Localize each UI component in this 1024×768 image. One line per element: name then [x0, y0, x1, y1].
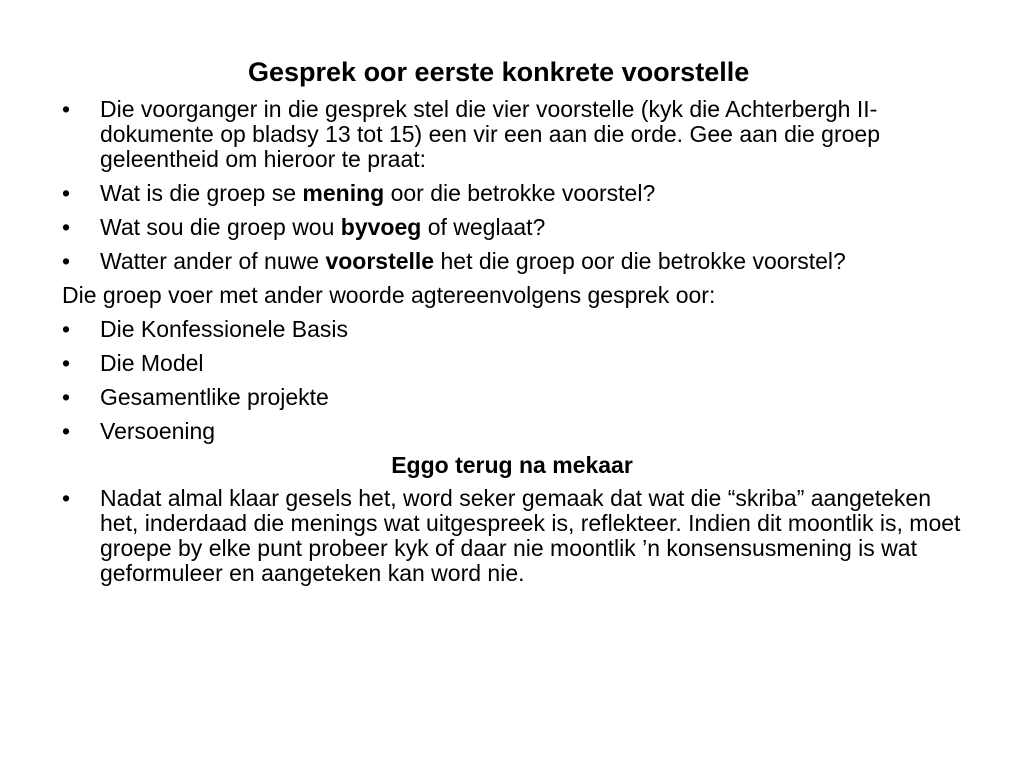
- topic-text: Die Konfessionele Basis: [100, 316, 349, 342]
- question-text-after: het die groep oor die betrokke voorstel?: [434, 248, 846, 274]
- bullet-marker: •: [62, 384, 71, 410]
- bullet-marker: •: [62, 248, 71, 274]
- question-text-before: Wat is die groep se: [100, 180, 303, 206]
- question-bullet-3: [62, 249, 962, 274]
- bullet-marker: •: [62, 316, 71, 342]
- question-text: [100, 181, 962, 206]
- bullet-marker: •: [62, 485, 71, 511]
- question-keyword: byvoeg: [340, 214, 422, 240]
- question-text-before: Wat sou die groep wou: [100, 214, 341, 240]
- question-text-before: Watter ander of nuwe: [100, 248, 326, 274]
- bullet-marker: •: [62, 214, 71, 240]
- regroup-heading: Eggo terug na mekaar: [391, 452, 633, 478]
- question-keyword: voorstelle: [325, 248, 435, 274]
- topic-bullet-4: [62, 419, 962, 444]
- question-text-after: oor die betrokke voorstel?: [384, 180, 656, 206]
- question-bullet-1: [62, 181, 962, 206]
- question-text: [100, 215, 962, 240]
- question-text-after: of weglaat?: [421, 214, 546, 240]
- topic-bullet-1: [62, 317, 962, 342]
- slide-title: Gesprek oor eerste konkrete voorstelle: [248, 57, 750, 87]
- bullet-marker: •: [62, 96, 71, 122]
- topic-bullet-2: [62, 351, 962, 376]
- final-bullet: [62, 486, 962, 586]
- question-bullet-2: [62, 215, 962, 240]
- topic-text: Die Model: [100, 350, 204, 376]
- topics-intro: Die groep voer met ander woorde agtereenvolgens gesprek oor:: [62, 282, 716, 308]
- slide-body: [62, 97, 962, 586]
- bullet-marker: •: [62, 180, 71, 206]
- topic-text: Gesamentlike projekte: [100, 384, 329, 410]
- bullet-marker: •: [62, 350, 71, 376]
- topic-bullet-3: [62, 385, 962, 410]
- final-bullet-text: Nadat almal klaar gesels het, word seker gemaak dat wat die “skriba” aangeteken het, inderdaad die menings wat uitgespreek is, reflekteer. Indien dit moontlik is, moet groepe by elke punt probeer kyk of daar nie moontlik ’n konsensusmening is wat geformuleer en aangeteken kan word nie.: [100, 485, 961, 586]
- question-text: [100, 249, 962, 274]
- intro-bullet-text: Die voorganger in die gesprek stel die vier voorstelle (kyk die Achterbergh II-dokumente op bladsy 13 tot 15) een vir een aan die orde. Gee aan die groep geleentheid om hieroor te praat:: [100, 96, 880, 172]
- bullet-marker: •: [62, 418, 71, 444]
- topic-text: Versoening: [100, 418, 216, 444]
- question-keyword: mening: [302, 180, 385, 206]
- intro-bullet: [62, 97, 962, 172]
